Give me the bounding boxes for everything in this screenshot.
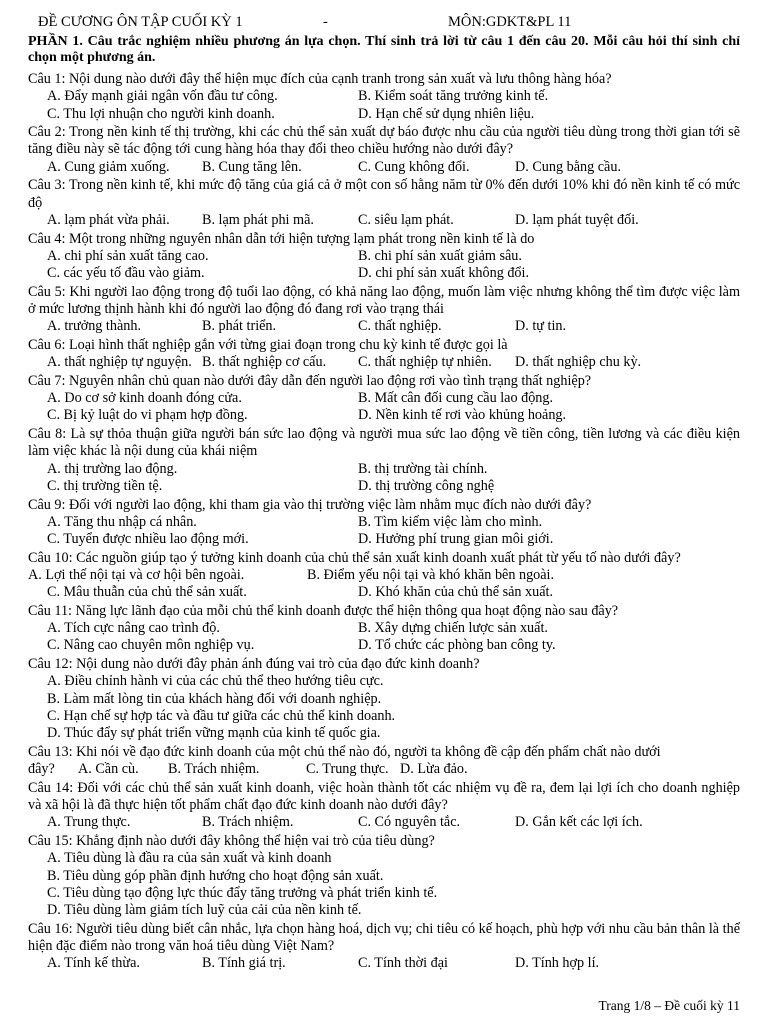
question-15 [28, 833, 740, 919]
question-text: Câu 7: Nguyên nhân chủ quan nào dưới đây dẫn đến người lao động rơi vào tình trạng thất nghiệp? [28, 372, 592, 389]
subject-label: MÔN:GDKT&PL 11 [448, 14, 572, 30]
option-b: B. lạm phát phi mã. [202, 211, 314, 228]
option-c: C. Tính thời đại [358, 955, 449, 972]
option-a: A. Tính kế thừa. [47, 955, 140, 972]
option-d: D. tự tin. [515, 318, 567, 335]
option-d: D. lạm phát tuyệt đối. [515, 211, 639, 228]
option-d: D. thị trường công nghệ [358, 477, 495, 494]
option-d: D. Hưởng phí trung gian môi giới. [358, 531, 554, 548]
option-b: B. chi phí sản xuất giảm sâu. [358, 247, 522, 264]
option-a: A. Lợi thế nội tại và cơ hội bên ngoài. [28, 566, 245, 583]
option-d: D. Tổ chức các phòng ban công ty. [358, 637, 556, 654]
question-text: Câu 10: Các nguồn giúp tạo ý tưởng kinh doanh của chủ thể sản xuất kinh doanh xuất phát từ yếu tố nào dưới đây? [28, 549, 681, 566]
option-b: B. Trách nhiệm. [168, 761, 260, 778]
option-a: A. Cần cù. [78, 761, 139, 778]
option-b: B. thị trường tài chính. [358, 460, 488, 477]
option-a: A. thất nghiệp tự nguyện. [47, 354, 192, 371]
question-1 [28, 71, 740, 123]
option-d: D. Gắn kết các lợi ích. [515, 814, 643, 831]
question-list [28, 71, 740, 974]
exam-title: ĐỀ CƯƠNG ÔN TẬP CUỐI KỲ 1 [38, 14, 243, 30]
question-text: Câu 14: Đối với các chủ thể sản xuất kinh doanh, việc hoàn thành tốt các nhiệm vụ đề ra, đem lại lợi ích cho doanh nghiệp và xã hội là đã thực hiện tốt phẩm chất đạo đức kinh doanh nào dưới đây? [28, 779, 740, 814]
question-text: Câu 6: Loại hình thất nghiệp gắn với từng giai đoạn trong chu kỳ kinh tế được gọi là [28, 336, 508, 353]
option-b: B. Tìm kiếm việc làm cho mình. [358, 513, 543, 530]
option-c: C. Tiêu dùng tạo động lực thúc đẩy tăng trưởng và phát triển kinh tế. [47, 884, 438, 901]
option-d: D. Tính hợp lí. [515, 955, 600, 972]
option-c: C. Nâng cao chuyên môn nghiệp vụ. [47, 637, 255, 654]
option-c: C. Tuyển được nhiều lao động mới. [47, 531, 249, 548]
option-a: A. Tích cực nâng cao trình độ. [47, 620, 220, 637]
option-b: B. thất nghiệp cơ cấu. [202, 354, 327, 371]
question-text: Câu 2: Trong nền kinh tế thị trường, khi các chủ thể sản xuất dự báo được nhu cầu của người tiêu dùng trong thời gian tới sẽ tăng điều này sẽ tác động tới cung hàng hóa thay đổi theo chiều hướng nào dưới đây? [28, 124, 740, 158]
option-c: C. các yếu tố đầu vào giảm. [47, 265, 205, 282]
question-text-continued: đây? [28, 761, 55, 778]
option-b: B. Làm mất lòng tin của khách hàng đối với doanh nghiệp. [47, 690, 382, 707]
question-16 [28, 921, 740, 973]
option-d: D. Cung bằng cầu. [515, 158, 621, 175]
question-11 [28, 603, 740, 655]
question-text: Câu 4: Một trong những nguyên nhân dẫn tới hiện tượng lạm phát trong nền kinh tế là do [28, 230, 535, 247]
option-b: B. Kiểm soát tăng trưởng kinh tế. [358, 88, 549, 105]
question-13 [28, 744, 740, 779]
option-a: A. Đẩy mạnh giải ngân vốn đầu tư công. [47, 88, 278, 105]
option-a: A. thị trường lao động. [47, 460, 178, 477]
option-b: B. Cung tăng lên. [202, 158, 302, 175]
question-text: Câu 8: Là sự thỏa thuận giữa người bán sức lao động và người mua sức lao động về tiền công, tiền lương và các điều kiện làm việc khác là nội dung của khái niệm [28, 426, 740, 460]
option-a: A. chi phí sản xuất tăng cao. [47, 247, 209, 264]
question-text: Câu 15: Khẳng định nào dưới đây không thể hiện vai trò của tiêu dùng? [28, 832, 435, 849]
question-3 [28, 177, 740, 229]
option-b: B. Mất cân đối cung cầu lao động. [358, 390, 554, 407]
option-d: D. Nền kinh tế rơi vào khủng hoảng. [358, 407, 567, 424]
question-12 [28, 656, 740, 742]
option-b: B. Xây dựng chiến lược sản xuất. [358, 620, 548, 637]
option-a: A. Cung giảm xuống. [47, 158, 170, 175]
question-14 [28, 780, 740, 832]
option-c: C. thất nghiệp tự nhiên. [358, 354, 492, 371]
question-10 [28, 550, 740, 602]
question-5 [28, 284, 740, 336]
option-d: D. Thúc đẩy sự phát triển vững mạnh của kinh tế quốc gia. [47, 725, 381, 742]
option-b: B. Trách nhiệm. [202, 814, 294, 831]
option-d: D. Lừa đảo. [400, 761, 468, 778]
question-text: Câu 9: Đối với người lao động, khi tham gia vào thị trường việc làm nhằm mục đích nào dưới đây? [28, 496, 592, 513]
option-a: A. Điều chỉnh hành vi của các chủ thể theo hướng tiêu cực. [47, 673, 384, 690]
option-c: C. Thu lợi nhuận cho người kinh doanh. [47, 105, 275, 122]
question-text: Câu 5: Khi người lao động trong độ tuổi lao động, có khả năng lao động, muốn làm việc nhưng không thể tìm được việc làm ở mức lương thịnh hành khi đó người lao động đó đang rơi vào trạng thái [28, 283, 740, 318]
question-6 [28, 337, 740, 372]
option-c: C. Hạn chế sự hợp tác và đầu tư giữa các chủ thể kinh doanh. [47, 707, 396, 724]
option-c: C. Có nguyên tắc. [358, 814, 461, 831]
option-c: C. siêu lạm phát. [358, 211, 454, 228]
header-dash: - [323, 14, 328, 30]
option-a: A. trưởng thành. [47, 318, 141, 335]
option-d: D. thất nghiệp chu kỳ. [515, 354, 642, 371]
option-a: A. Trung thực. [47, 814, 131, 831]
option-b: B. phát triển. [202, 318, 277, 335]
option-d: D. Tiêu dùng làm giảm tích luỹ của cải của nền kinh tế. [47, 902, 362, 919]
option-d: D. chi phí sản xuất không đổi. [358, 265, 530, 282]
question-9 [28, 497, 740, 549]
option-c: C. Mâu thuẫn của chủ thể sản xuất. [47, 584, 247, 601]
question-text: Câu 16: Người tiêu dùng biết cân nhắc, lựa chọn hàng hoá, dịch vụ; chi tiêu có kế hoạch, phù hợp với nhu cầu bản thân là thể hiện đặc điểm nào trong văn hoá tiêu dùng Việt Nam? [28, 920, 740, 954]
question-8 [28, 426, 740, 495]
page-footer: Trang 1/8 – Đề cuối kỳ 11 [598, 998, 740, 1013]
question-text: Câu 1: Nội dung nào dưới đây thể hiện mục đích của cạnh tranh trong sản xuất và lưu thông hàng hóa? [28, 71, 612, 87]
question-2 [28, 124, 740, 176]
option-b: B. Điểm yếu nội tại và khó khăn bên ngoài. [307, 566, 555, 583]
option-a: A. Do cơ sở kinh doanh đóng cửa. [47, 390, 242, 407]
option-a: A. Tăng thu nhập cá nhân. [47, 513, 197, 530]
option-d: D. Khó khăn của chủ thể sản xuất. [358, 584, 554, 601]
option-a: A. lạm phát vừa phải. [47, 211, 170, 228]
option-c: C. Cung không đổi. [358, 158, 470, 175]
option-d: D. Hạn chế sử dụng nhiên liệu. [358, 105, 535, 122]
option-b: B. Tiêu dùng góp phần định hướng cho hoạt động sản xuất. [47, 867, 384, 884]
option-c: C. thất nghiệp. [358, 318, 442, 335]
option-b: B. Tính giá trị. [202, 955, 286, 972]
option-a: A. Tiêu dùng là đầu ra của sản xuất và kinh doanh [47, 850, 332, 867]
option-c: C. thị trường tiền tệ. [47, 477, 163, 494]
document-header [28, 14, 740, 32]
question-text: Câu 11: Năng lực lãnh đạo của mỗi chủ thể kinh doanh được thể hiện thông qua hoạt động nào sau đây? [28, 602, 619, 619]
question-text: Câu 12: Nội dung nào dưới đây phản ánh đúng vai trò của đạo đức kinh doanh? [28, 656, 480, 673]
question-7 [28, 373, 740, 425]
question-text: Câu 13: Khi nói về đạo đức kinh doanh của một chủ thể nào đó, người ta không đề cập đến phẩm chất nào dưới [28, 743, 661, 760]
option-c: C. Bị kỷ luật do vi phạm hợp đồng. [47, 407, 248, 424]
option-c: C. Trung thực. [306, 761, 389, 778]
question-4 [28, 231, 740, 283]
question-text: Câu 3: Trong nền kinh tế, khi mức độ tăng của giá cả ở một con số hằng năm từ 0% đến dưới 10% khi đó nền kinh tế có mức độ [28, 177, 740, 211]
section-instructions: PHẦN 1. Câu trắc nghiệm nhiều phương án lựa chọn. Thí sinh trả lời từ câu 1 đến câu 20. Mỗi câu hỏi thí sinh chỉ chọn một phương án. [28, 34, 740, 65]
